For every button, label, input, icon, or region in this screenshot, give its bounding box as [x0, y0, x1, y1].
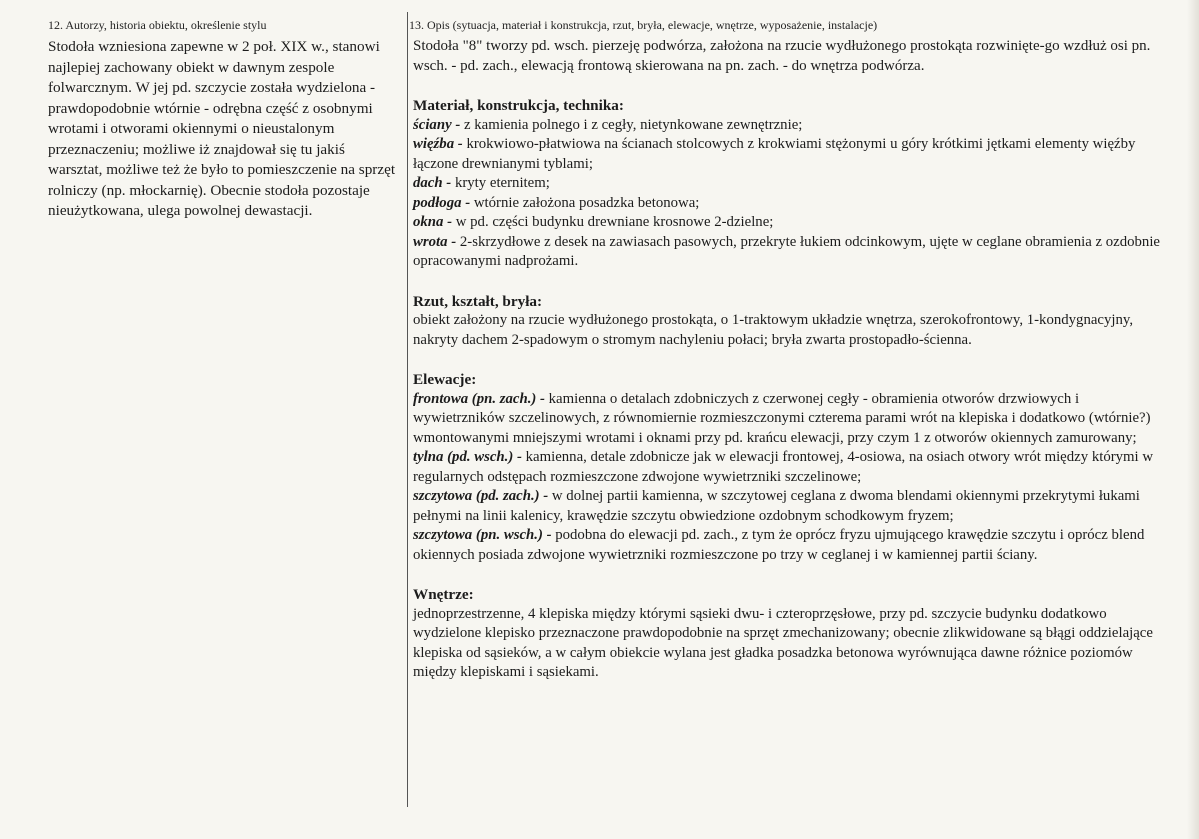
elewacja-item [413, 487, 1163, 526]
material-text: wtórnie założona posadzka betonowa; [473, 194, 700, 211]
elewacja-text: kamienna o detalach zdobniczych z czerwonej cegły - obramienia otworów drzwiowych i wywietrzników szczelinowych, z równomiernie rozmieszczonymi czterema parami wrót na klepiska i dodatkowo (wtórnie?) wmontowanymi mniejszymi wrotami i oknami przy pd. krańcu elewacji, przy czym 1 z otworów okiennych zamurowany; [413, 390, 1151, 446]
material-term: okna - [413, 214, 453, 230]
rzut-text: obiekt założony na rzucie wydłużonego prostokąta, o 1-traktowym układzie wnętrza, szerokofrontowy, 1-kondygnacyjny, nakryty dachem 2-spadowym o stromym nachyleniu połaci; bryła zwarta prostopadło-ścienna. [413, 312, 1134, 348]
material-term: podłoga - [413, 194, 471, 211]
section-13-column [409, 18, 1163, 703]
elewacja-item [413, 526, 1163, 565]
material-term: więźba - [413, 136, 463, 152]
material-text: 2-skrzydłowe z desek na zawiasach pasowych, przekryte łukiem odcinkowym, ujęte w ceglane obramienia z ozdobnie opracowanymi nadprożami. [413, 233, 1160, 269]
section-12-column [48, 18, 396, 222]
elewacja-term: szczytowa (pn. wsch.) - [413, 527, 552, 543]
material-item [413, 233, 1163, 272]
rzut-section [413, 292, 1163, 351]
elewacje-section [413, 370, 1163, 565]
material-text: krokwiowo-płatwiowa na ścianach stolcowych z krokwiami stężonymi u góry krótkimi jętkami elementy więźby łączone drewnianymi tyblami; [413, 136, 1136, 172]
material-term: wrota - [413, 233, 457, 250]
wnetrze-text: jednoprzestrzenne, 4 klepiska między którymi sąsieki dwu- i czteroprzęsłowe, przy pd. szczycie budynku dodatkowo wydzielone klepisko przeznaczone prawdopodobnie na sprzęt zmechanizowany; obecnie zlikwidowane są błągi oddzielające klepiska od sąsieków, a w całym obiekcie wylana jest gładka posadzka betonowa wyrównująca dawne różnice poziomów między klepiskami i sąsiekami. [413, 605, 1153, 680]
material-section [413, 96, 1163, 272]
column-divider [407, 12, 408, 807]
elewacja-term: tylna (pd. wsch.) - [413, 449, 522, 465]
material-title: Materiał, konstrukcja, technika: [413, 97, 624, 114]
elewacja-text: podobna do elewacji pd. zach., z tym że oprócz fryzu ujmującego krawędzie szczytu i oprócz blend okiennych posiada zdwojone wywietrzniki rozmieszczone po trzy w ceglanej i w kamiennej partii ściany. [413, 527, 1145, 563]
material-item [413, 116, 1163, 136]
section-12-heading: 12. Autorzy, historia obiektu, określenie stylu [48, 18, 267, 32]
material-item [413, 213, 1163, 233]
material-item [413, 135, 1163, 174]
material-term: dach - [413, 175, 452, 191]
elewacja-item [413, 390, 1163, 449]
material-text: z kamienia polnego i z cegły, nietynkowane zewnętrznie; [463, 116, 803, 133]
material-item [413, 194, 1163, 214]
wnetrze-section [413, 585, 1163, 683]
elewacja-term: frontowa (pn. zach.) - [413, 390, 545, 407]
section-13-heading: 13. Opis (sytuacja, materiał i konstrukcja, rzut, bryła, elewacje, wnętrze, wyposażenie, instalacje) [409, 18, 878, 32]
elewacja-text: kamienna, detale zdobnicze jak w elewacji frontowej, 4-osiowa, na osiach otwory wrót między którymi w regularnych odstępach rozmieszczone zdwojone wywietrzniki szczelinowe; [413, 449, 1154, 485]
elewacja-text: w dolnej partii kamienna, w szczytowej ceglana z dwoma blendami okiennymi przekrytymi łukami pełnymi na linii kalenicy, krawędzie szczytu obwiedzione ozdobnym schodkowym fryzem; [413, 488, 1140, 524]
rzut-title: Rzut, kształt, bryła: [413, 292, 543, 310]
material-item [413, 174, 1163, 194]
material-text: kryty eternitem; [454, 175, 550, 191]
material-text: w pd. części budynku drewniane krosnowe 2-dzielne; [455, 214, 774, 230]
page-edge-shadow [1187, 0, 1199, 839]
section-13-intro: Stodoła "8" tworzy pd. wsch. pierzeję podwórza, założona na rzucie wydłużonego prostokąta rozwinięte-go wzdłuż osi pn. wsch. - pd. zach., elewacją frontową skierowana na pn. zach. - do wnętrza podwórza. [413, 38, 1151, 74]
wnetrze-title: Wnętrze: [413, 586, 474, 603]
elewacje-title: Elewacje: [413, 371, 477, 388]
elewacja-term: szczytowa (pd. zach.) - [413, 488, 549, 504]
section-12-body: Stodoła wzniesiona zapewne w 2 poł. XIX w., stanowi najlepiej zachowany obiekt w dawnym zespole folwarcznym. W jej pd. szczycie została wydzielona - prawdopodobnie wtórnie - odrębna część z osobnymi wrotami i otworami okiennymi o nieustalonym przeznaczeniu; możliwe iż znajdował się tu jakiś warsztat, możliwe też że było to pomieszczenie na sprzęt rolniczy (np. młockarnię). Obecnie stodoła pozostaje nieużytkowana, ulega powolnej dewastacji. [48, 38, 396, 219]
material-term: ściany - [413, 116, 461, 133]
elewacja-item [413, 448, 1163, 487]
